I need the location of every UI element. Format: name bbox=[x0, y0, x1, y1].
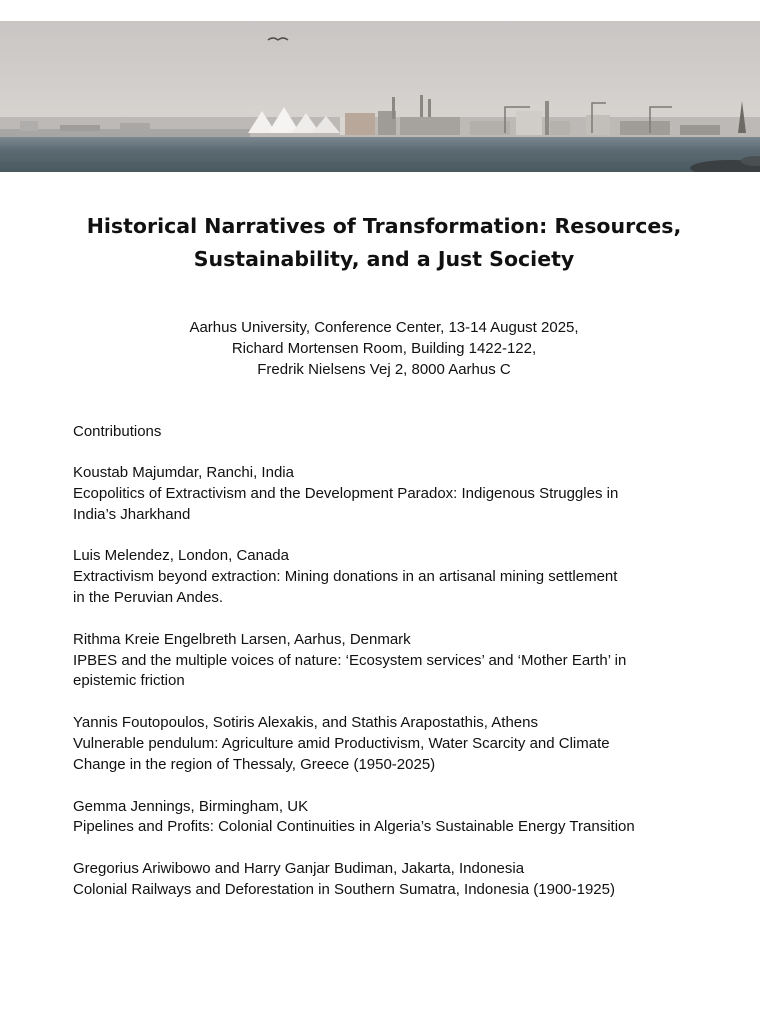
venue-line: Richard Mortensen Room, Building 1422-122, bbox=[231, 340, 537, 357]
contribution-item bbox=[73, 713, 713, 775]
contribution-title: Vulnerable pendulum: Agriculture amid Productivism, Water Scarcity and Climate bbox=[73, 734, 610, 752]
contributions-list bbox=[73, 463, 713, 922]
contribution-author: Koustab Majumdar, Ranchi, India bbox=[73, 464, 294, 481]
contribution-item bbox=[73, 546, 713, 608]
contribution-author: Rithma Kreie Engelbreth Larsen, Aarhus, Denmark bbox=[73, 630, 411, 648]
contribution-title: in the Peruvian Andes. bbox=[73, 588, 224, 606]
contribution-title: Change in the region of Thessaly, Greece (1950-2025) bbox=[73, 755, 436, 773]
contribution-title: Ecopolitics of Extractivism and the Development Paradox: Indigenous Struggles in bbox=[73, 484, 619, 502]
contribution-item bbox=[73, 797, 713, 839]
contribution-item bbox=[73, 630, 713, 692]
venue-line: Aarhus University, Conference Center, 13-14 August 2025, bbox=[189, 319, 579, 336]
conference-title-line: Sustainability, and a Just Society bbox=[193, 247, 575, 271]
venue-details bbox=[40, 317, 728, 380]
venue-line: Fredrik Nielsens Vej 2, 8000 Aarhus C bbox=[257, 361, 511, 378]
contributions-heading: Contributions bbox=[73, 423, 162, 440]
contribution-title: Colonial Railways and Deforestation in Southern Sumatra, Indonesia (1900-1925) bbox=[73, 880, 615, 898]
contribution-item bbox=[73, 859, 713, 901]
conference-title-line: Historical Narratives of Transformation: Resources, bbox=[86, 214, 682, 238]
contribution-title: India’s Jharkhand bbox=[73, 505, 191, 523]
contribution-title: epistemic friction bbox=[73, 672, 185, 690]
contribution-author: Gemma Jennings, Birmingham, UK bbox=[73, 797, 309, 815]
contribution-title: Extractivism beyond extraction: Mining donations in an artisanal mining settlement bbox=[73, 568, 618, 586]
contribution-title: Pipelines and Profits: Colonial Continuities in Algeria’s Sustainable Energy Transition bbox=[73, 818, 635, 836]
contribution-item bbox=[73, 463, 713, 525]
contribution-author: Luis Melendez, London, Canada bbox=[73, 547, 289, 565]
contribution-author: Gregorius Ariwibowo and Harry Ganjar Budiman, Jakarta, Indonesia bbox=[73, 860, 525, 878]
harbor-skyline-photo bbox=[0, 21, 760, 172]
harbor-skyline-image bbox=[0, 21, 760, 172]
conference-title bbox=[40, 210, 728, 276]
contribution-title: IPBES and the multiple voices of nature: ‘Ecosystem services’ and ‘Mother Earth’ in bbox=[73, 651, 627, 669]
contribution-author: Yannis Foutopoulos, Sotiris Alexakis, and Stathis Arapostathis, Athens bbox=[73, 714, 538, 732]
